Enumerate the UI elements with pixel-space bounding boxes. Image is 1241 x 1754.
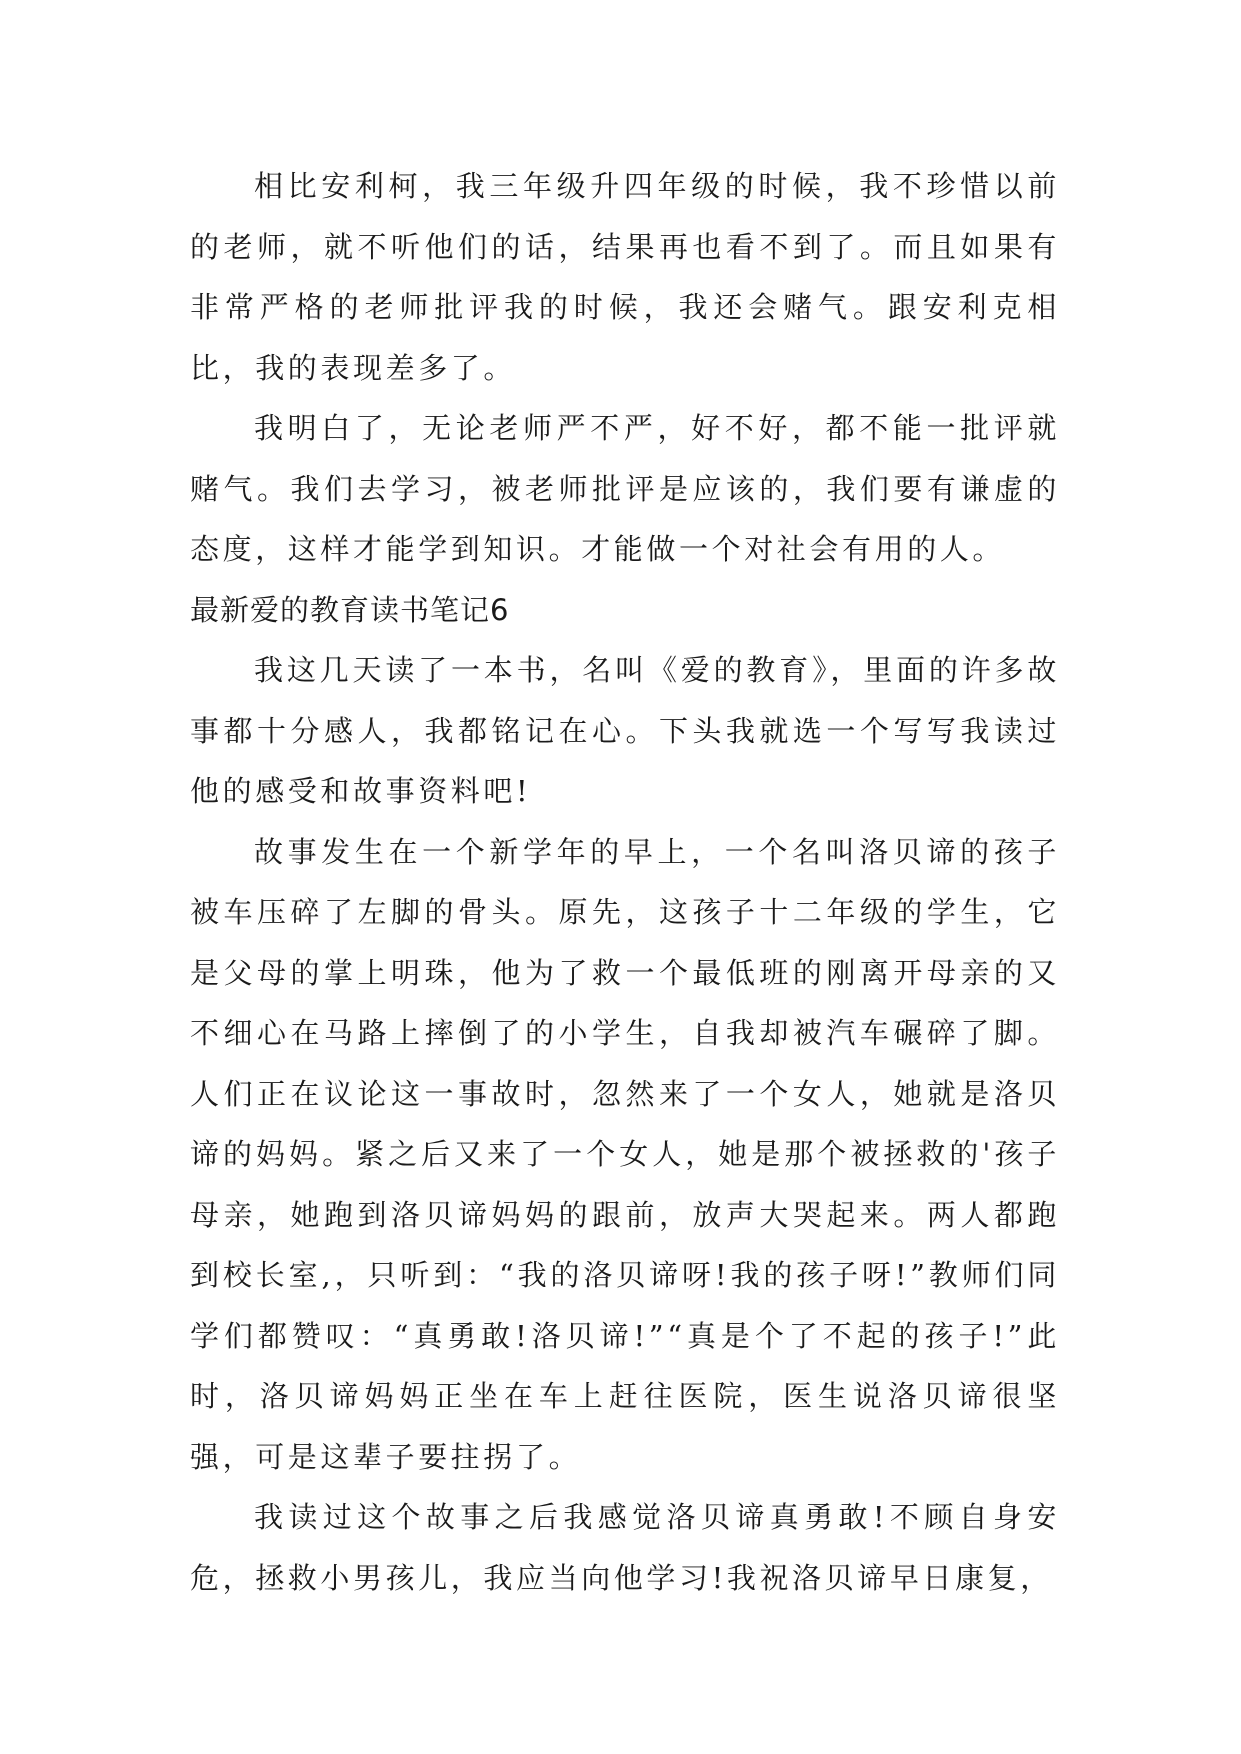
paragraph: 我读过这个故事之后我感觉洛贝谛真勇敢!不顾自身安危，拯救小男孩儿，我应当向他学习!我祝洛贝谛早日康复， bbox=[190, 1500, 1060, 1595]
paragraph: 我明白了，无论老师严不严，好不好，都不能一批评就赌气。我们去学习，被老师批评是应该的，我们要有谦虚的态度，这样才能学到知识。才能做一个对社会有用的人。 bbox=[190, 411, 1060, 566]
paragraph: 相比安利柯，我三年级升四年级的时候，我不珍惜以前的老师，就不听他们的话，结果再也看不到了。而且如果有非常严格的老师批评我的时候，我还会赌气。跟安利克相比，我的表现差多了。 bbox=[190, 169, 1060, 385]
document-body bbox=[190, 156, 1060, 1608]
section-heading: 最新爱的教育读书笔记6 bbox=[190, 592, 510, 627]
paragraph: 我这几天读了一本书，名叫《爱的教育》，里面的许多故事都十分感人，我都铭记在心。下头我就选一个写写我读过他的感受和故事资料吧! bbox=[190, 653, 1060, 808]
paragraph: 故事发生在一个新学年的早上，一个名叫洛贝谛的孩子被车压碎了左脚的骨头。原先，这孩子十二年级的学生，它是父母的掌上明珠，他为了救一个最低班的刚离开母亲的又不细心在马路上摔倒了的小学生，自我却被汽车碾碎了脚。人们正在议论这一事故时，忽然来了一个女人，她就是洛贝谛的妈妈。紧之后又来了一个女人，她是那个被拯救的'孩子母亲，她跑到洛贝谛妈妈的跟前，放声大哭起来。两人都跑到校长室,，只听到：“我的洛贝谛呀!我的孩子呀!”教师们同学们都赞叹：“真勇敢!洛贝谛!”“真是个了不起的孩子!”此时，洛贝谛妈妈正坐在车上赶往医院，医生说洛贝谛很坚强，可是这辈子要拄拐了。 bbox=[190, 834, 1060, 1474]
